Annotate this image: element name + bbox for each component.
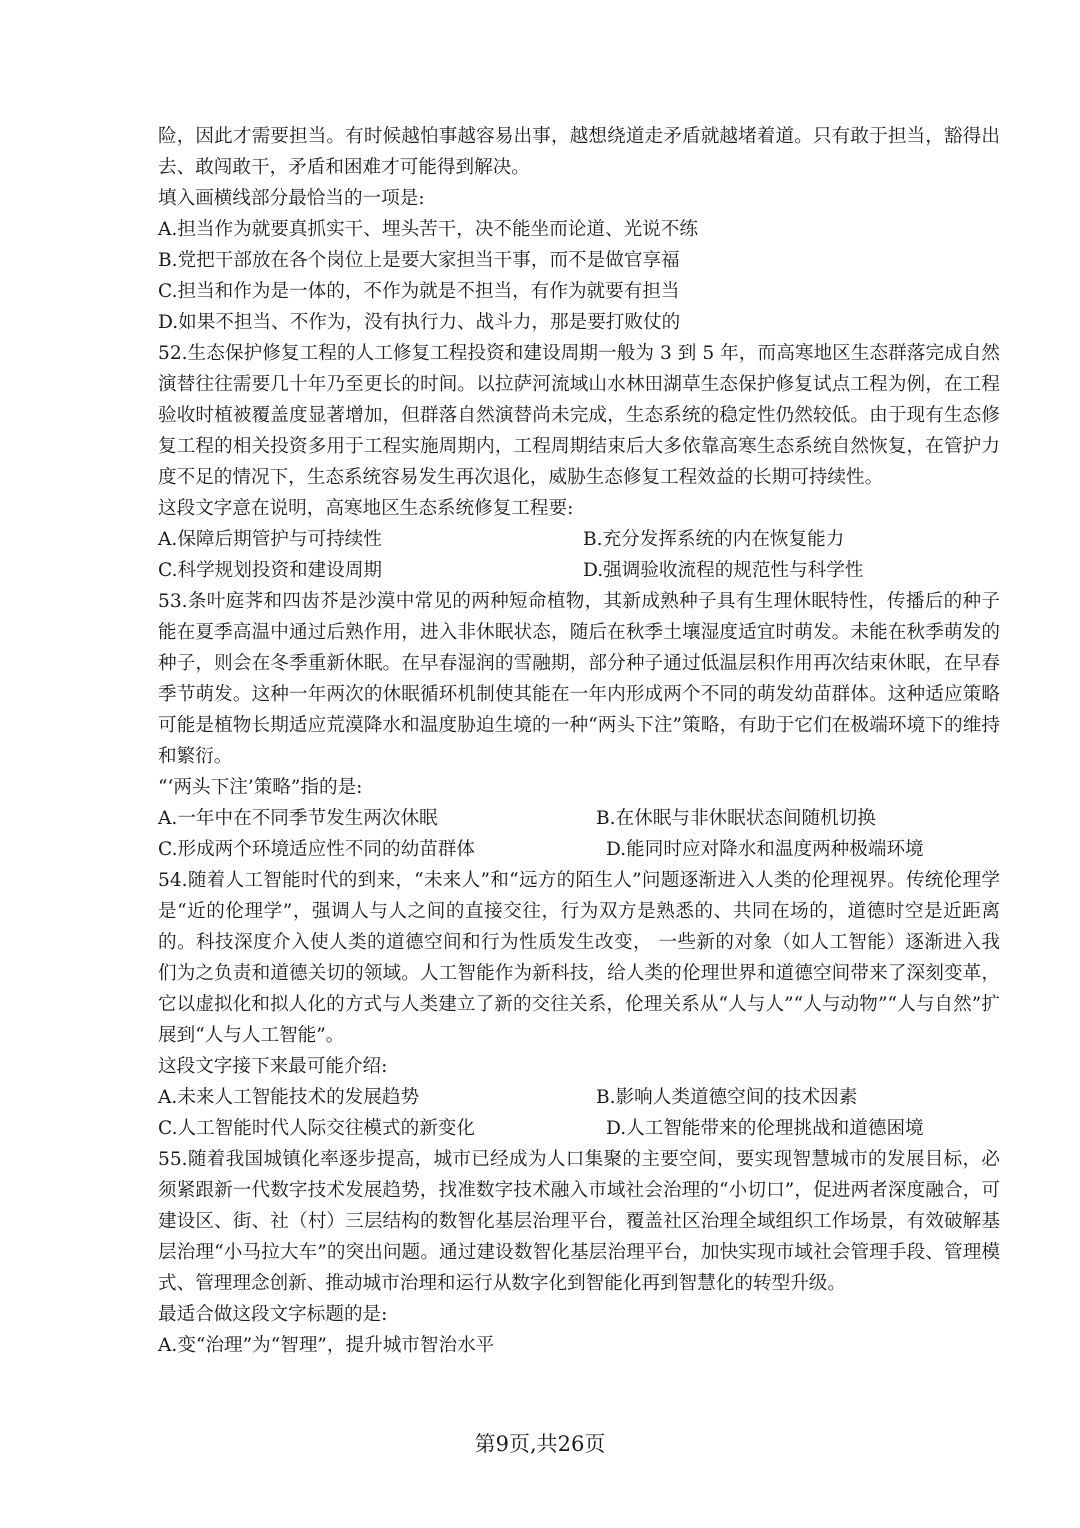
q55-stem: 55.随着我国城镇化率逐步提高，城市已经成为人口集聚的主要空间，要实现智慧城市的发展目标，必须紧跟新一代数字技术发展趋势，找准数字技术融入市域社会治理的“小切口”，促进两者深度融合，可建设区、街、社（村）三层结构的数智化基层治理平台，覆盖社区治理全域组织工作场景，有效破解基层治理“小马拉大车”的突出问题。通过建设数智化基层治理平台，加快实现市域社会管理手段、管理模式、管理理念创新、推动城市治理和运行从数字化到智能化再到智慧化的转型升级。 [158, 1149, 1000, 1294]
q55-prompt: 最适合做这段文字标题的是: [158, 1304, 388, 1325]
q54-options-row-1 [158, 1082, 1000, 1113]
q53-option-d: D.能同时应对降水和温度两种极端环境 [606, 839, 924, 860]
q54-option-b: B.影响人类道德空间的技术因素 [596, 1087, 858, 1108]
q55-option-a: A.变“治理”为“智理”，提升城市智治水平 [158, 1335, 495, 1356]
q52-options-row-2 [158, 555, 1000, 586]
q52-option-d: D.强调验收流程的规范性与科学性 [583, 560, 864, 581]
passage-tail: 险，因此才需要担当。有时候越怕事越容易出事，越想绕道走矛盾就越堵着道。只有敢于担当，豁得出去、敢闯敢干，矛盾和困难才可能得到解决。 [158, 126, 1000, 178]
q54-option-a: A.未来人工智能技术的发展趋势 [158, 1087, 420, 1108]
q54-prompt: 这段文字接下来最可能介绍: [158, 1056, 388, 1077]
q53-option-c: C.形成两个环境适应性不同的幼苗群体 [158, 839, 475, 860]
q53-stem: 53.条叶庭荠和四齿芥是沙漠中常见的两种短命植物，其新成熟种子具有生理休眠特性，传播后的种子能在夏季高温中通过后熟作用，进入非休眠状态，随后在秋季土壤湿度适宜时萌发。未能在秋季萌发的种子，则会在冬季重新休眠。在早春湿润的雪融期，部分种子通过低温层积作用再次结束休眠，在早春季节萌发。这种一年两次的休眠循环机制使其能在一年内形成两个不同的萌发幼苗群体。这种适应策略可能是植物长期适应荒漠降水和温度胁迫生境的一种“两头下注”策略，有助于它们在极端环境下的维持和繁衍。 [158, 591, 1000, 767]
q52-prompt: 这段文字意在说明，高寒地区生态系统修复工程要: [158, 498, 574, 519]
q52-stem: 52.生态保护修复工程的人工修复工程投资和建设周期一般为 3 到 5 年，而高寒地区生态群落完成自然演替往往需要几十年乃至更长的时间。以拉萨河流域山水林田湖草生态保护修复试点工程为例，在工程验收时植被覆盖度显著增加，但群落自然演替尚未完成，生态系统的稳定性仍然较低。由于现有生态修复工程的相关投资多用于工程实施周期内，工程周期结束后大多依靠高寒生态系统自然恢复，在管护力度不足的情况下，生态系统容易发生再次退化，威胁生态修复工程效益的长期可持续性。 [158, 343, 1000, 488]
q51-option-a: A.担当作为就要真抓实干、埋头苦干，决不能坐而论道、光说不练 [158, 219, 698, 240]
q51-option-d: D.如果不担当、不作为，没有执行力、战斗力，那是要打败仗的 [158, 312, 681, 333]
q52-option-a: A.保障后期管护与可持续性 [158, 529, 382, 550]
q53-prompt: “‘两头下注’策略”指的是: [158, 777, 363, 798]
q53-options-row-2 [158, 834, 1000, 865]
q54-option-d: D.人工智能带来的伦理挑战和道德困境 [606, 1118, 924, 1139]
q53-option-a: A.一年中在不同季节发生两次休眠 [158, 808, 438, 829]
q53-option-b: B.在休眠与非休眠状态间随机切换 [596, 808, 876, 829]
q53-options-row-1 [158, 803, 1000, 834]
q51-prompt: 填入画横线部分最恰当的一项是: [158, 188, 425, 209]
q51-option-c: C.担当和作为是一体的，不作为就是不担当，有作为就要有担当 [158, 281, 680, 302]
q52-option-c: C.科学规划投资和建设周期 [158, 560, 383, 581]
q51-option-b: B.党把干部放在各个岗位上是要大家担当干事，而不是做官享福 [158, 250, 680, 271]
q54-option-c: C.人工智能时代人际交往模式的新变化 [158, 1118, 475, 1139]
page-content [158, 121, 1000, 1361]
page-number: 第9页,共26页 [474, 1432, 606, 1456]
q52-option-b: B.充分发挥系统的内在恢复能力 [583, 529, 845, 550]
q52-options-row-1 [158, 524, 1000, 555]
q54-stem: 54.随着人工智能时代的到来，“未来人”和“远方的陌生人”问题逐渐进入人类的伦理视界。传统伦理学是“近的伦理学”，强调人与人之间的直接交往，行为双方是熟悉的、共同在场的，道德时空是近距离的。科技深度介入使人类的道德空间和行为性质发生改变， 一些新的对象（如人工智能）逐渐进入我们为之负责和道德关切的领域。人工智能作为新科技，给人类的伦理世界和道德空间带来了深刻变革，它以虚拟化和拟人化的方式与人类建立了新的交往关系，伦理关系从“人与人”“人与动物”“人与自然”扩展到“人与人工智能”。 [158, 870, 1000, 1046]
q54-options-row-2 [158, 1113, 1000, 1144]
